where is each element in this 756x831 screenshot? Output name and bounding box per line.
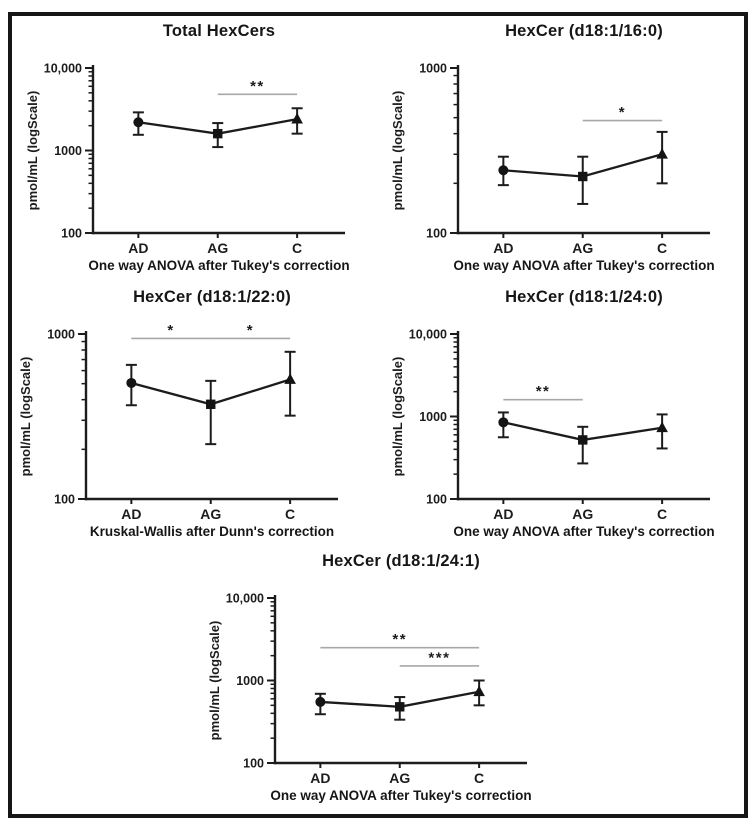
data-point-AD	[498, 165, 508, 175]
panel-title: Total HexCers	[162, 22, 276, 40]
x-tick-label: AD	[493, 240, 514, 256]
y-tick-label: 1000	[419, 410, 447, 424]
y-tick-label: 100	[61, 226, 82, 241]
y-axis-label: pmol/mL (logScale)	[390, 356, 405, 477]
x-tick-label: C	[657, 240, 668, 256]
figure-frame	[8, 12, 748, 818]
y-tick-label: 1000	[236, 674, 264, 688]
data-point-AG	[206, 400, 215, 409]
panel-title: HexCer (d18:1/24:1)	[322, 552, 480, 570]
stats-caption: One way ANOVA after Tukey's correction	[453, 524, 715, 539]
x-tick-label: AG	[572, 240, 594, 256]
y-axis-label: pmol/mL (logScale)	[390, 90, 405, 211]
stats-caption: Kruskal-Wallis after Dunn's correction	[89, 524, 335, 539]
significance-label: ***	[428, 649, 451, 667]
y-tick-label: 1000	[419, 61, 447, 76]
y-tick-label: 100	[426, 492, 447, 507]
x-tick-label: C	[657, 506, 668, 522]
x-tick-label: AD	[128, 240, 149, 256]
x-tick-label: AD	[493, 506, 514, 522]
stats-caption: One way ANOVA after Tukey's correction	[88, 258, 350, 273]
data-point-AD	[498, 417, 508, 427]
panel-title: HexCer (d18:1/22:0)	[133, 288, 291, 306]
significance-label: *	[167, 324, 175, 339]
significance-label: *	[618, 104, 627, 122]
y-tick-label: 100	[243, 756, 264, 771]
significance-label: **	[392, 631, 408, 649]
y-axis-label: pmol/mL (logScale)	[207, 620, 222, 741]
significance-label: **	[250, 77, 265, 95]
y-tick-label: 10,000	[43, 61, 82, 76]
data-point-AD	[133, 117, 143, 127]
data-point-C	[473, 686, 485, 697]
x-tick-label: C	[292, 240, 303, 256]
y-tick-label: 10,000	[408, 327, 447, 342]
data-point-C	[656, 422, 668, 433]
data-point-AG	[578, 435, 587, 444]
y-axis-label: pmol/mL (logScale)	[18, 356, 33, 477]
data-point-AD	[315, 697, 325, 707]
panel-title: HexCer (d18:1/24:0)	[505, 288, 663, 306]
data-point-C	[656, 148, 668, 159]
significance-label: *	[246, 324, 255, 339]
chart-hexcer-16-0	[380, 58, 730, 258]
y-tick-label: 100	[54, 492, 75, 507]
panel-hexcer-24-1	[197, 546, 547, 803]
y-tick-label: 10,000	[225, 591, 264, 606]
y-tick-label: 1000	[54, 144, 82, 158]
chart-total-hexcers	[15, 58, 365, 258]
panel-hexcer-24-0	[380, 282, 730, 539]
data-point-C	[291, 113, 303, 124]
panel-total-hexcers	[15, 16, 365, 273]
panel-title: HexCer (d18:1/16:0)	[505, 22, 663, 40]
stats-caption: One way ANOVA after Tukey's correction	[270, 788, 532, 803]
x-tick-label: AD	[121, 506, 142, 522]
y-axis-label: pmol/mL (logScale)	[25, 90, 40, 211]
chart-hexcer-24-0	[380, 324, 730, 524]
stats-caption: One way ANOVA after Tukey's correction	[453, 258, 715, 273]
x-tick-label: AG	[207, 240, 229, 256]
data-point-AG	[395, 702, 404, 711]
x-tick-label: AD	[310, 770, 331, 786]
panel-hexcer-16-0	[380, 16, 730, 273]
y-tick-label: 100	[426, 226, 447, 241]
x-tick-label: C	[474, 770, 485, 786]
x-tick-label: AG	[572, 506, 594, 522]
data-point-AD	[126, 378, 136, 388]
x-tick-label: AG	[200, 506, 222, 522]
panel-hexcer-22-0	[8, 282, 358, 539]
y-tick-label: 1000	[47, 327, 75, 342]
chart-hexcer-24-1	[197, 588, 547, 788]
chart-hexcer-22-0	[8, 324, 358, 524]
data-point-C	[284, 373, 296, 384]
significance-label: **	[535, 383, 551, 401]
data-point-AG	[213, 129, 222, 138]
data-point-AG	[578, 172, 587, 181]
x-tick-label: C	[285, 506, 296, 522]
x-tick-label: AG	[389, 770, 411, 786]
